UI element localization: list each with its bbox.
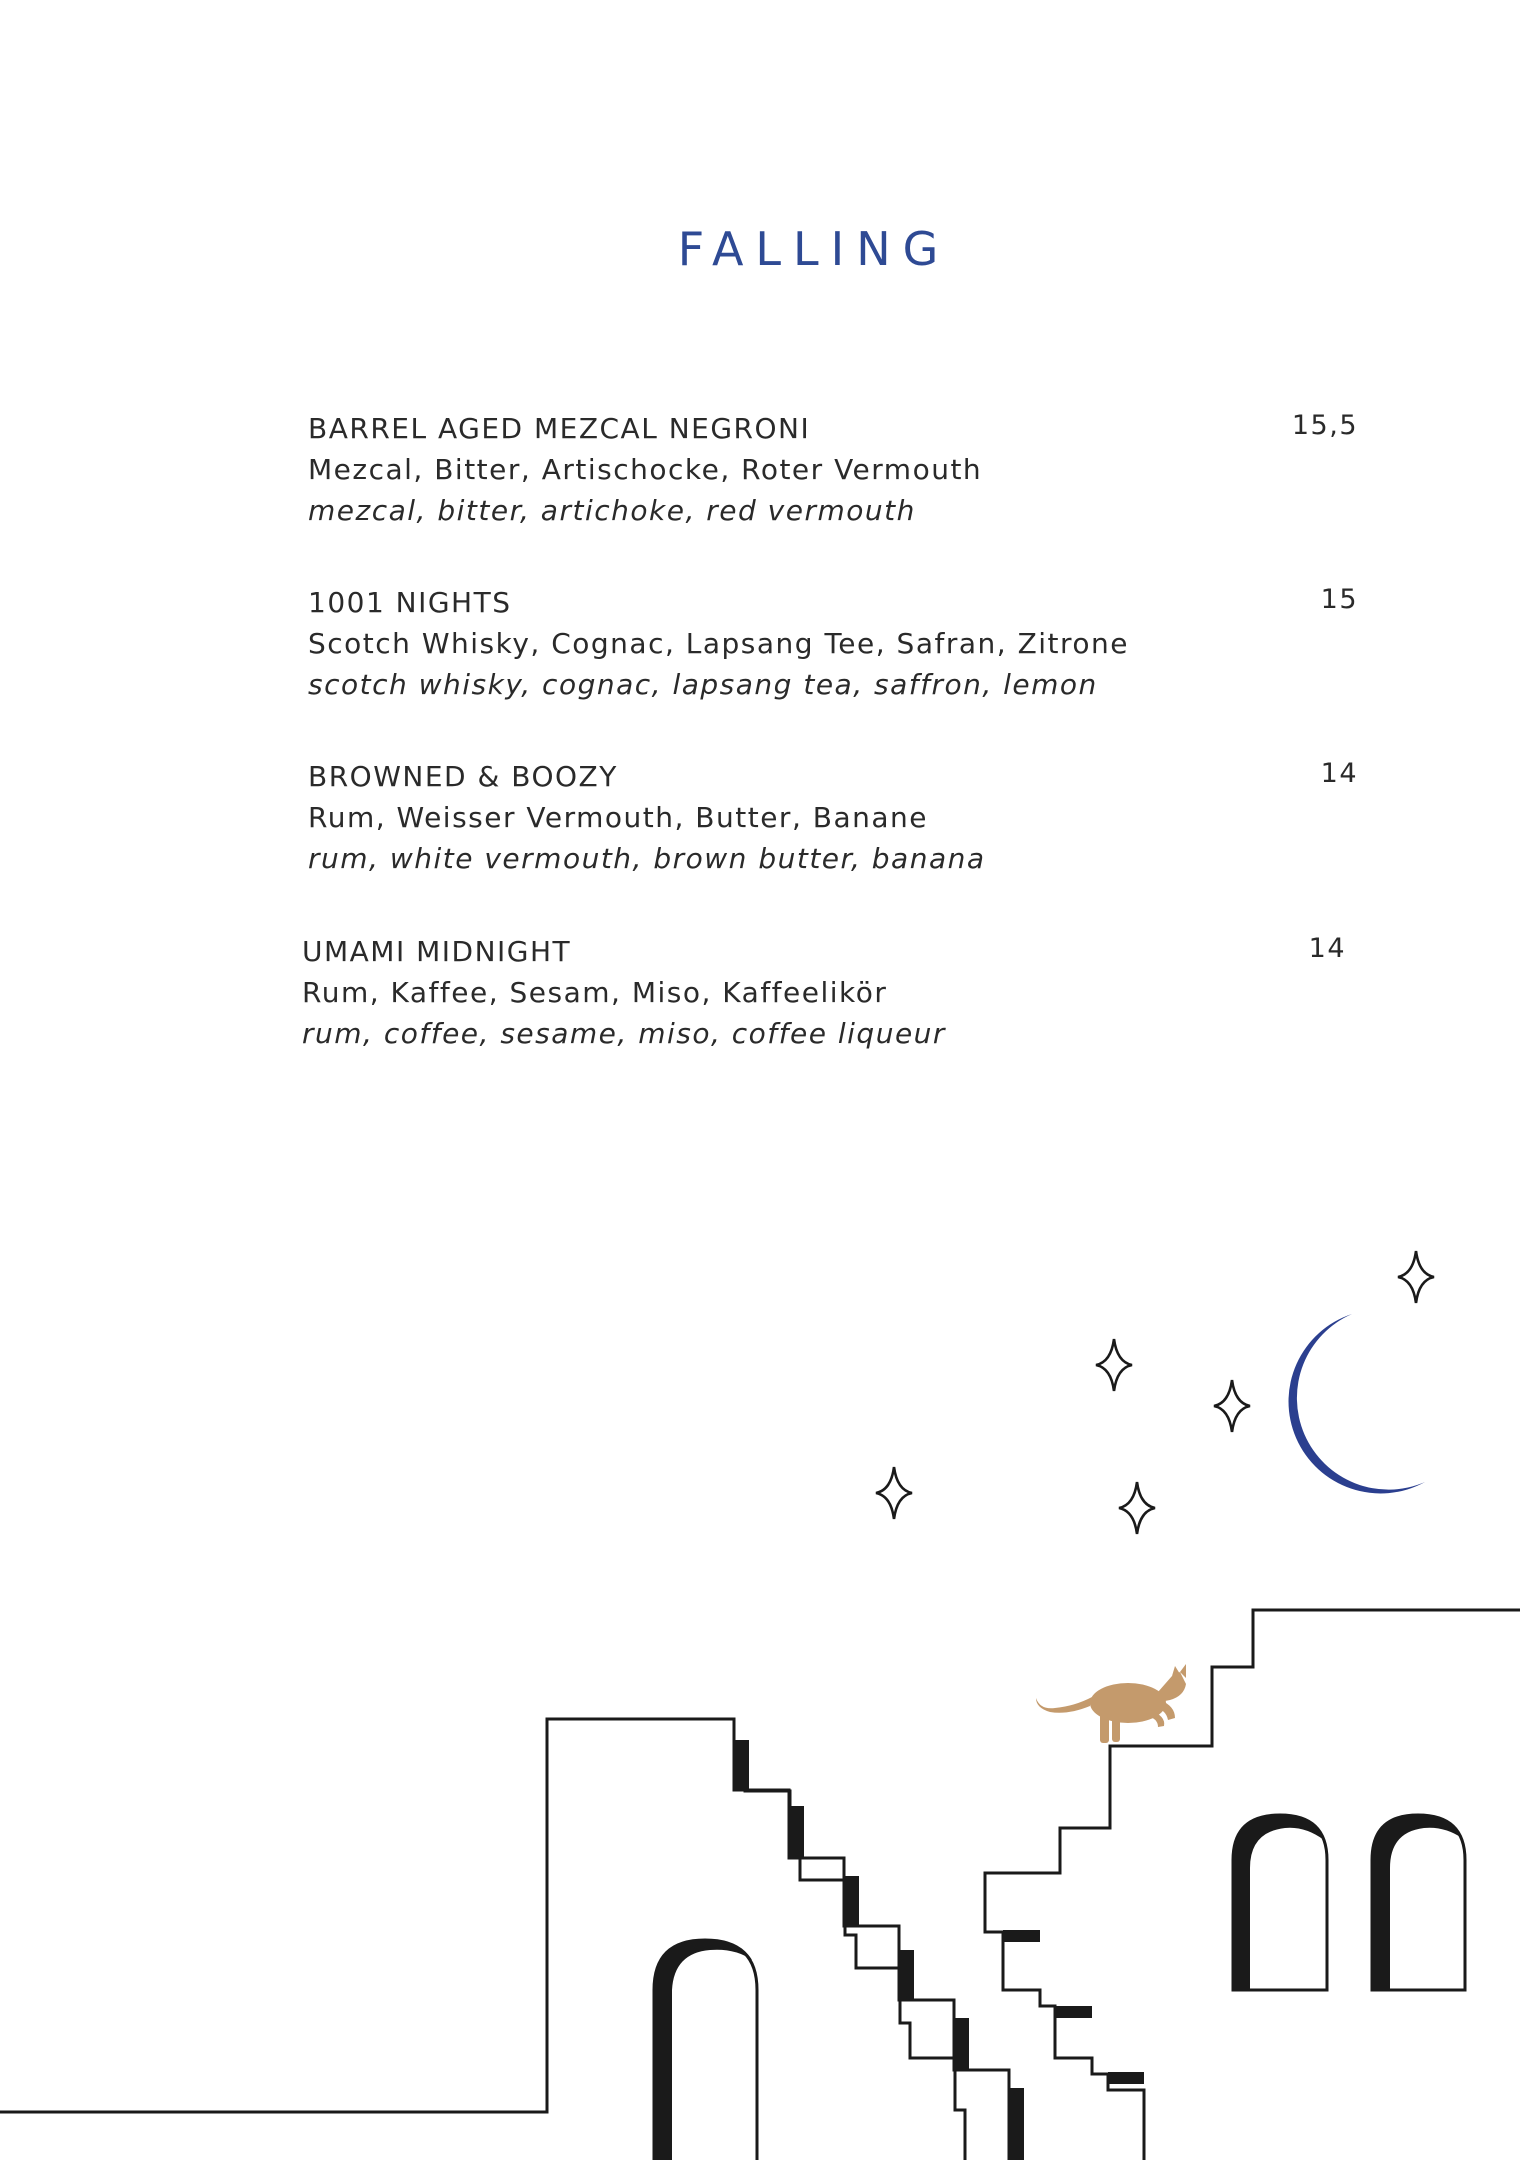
ingredients-german: Rum, Kaffee, Sesam, Miso, Kaffeelikör <box>302 976 888 1009</box>
drink-name: UMAMI MIDNIGHT <box>302 935 572 968</box>
moon-icon <box>1289 1314 1425 1493</box>
menu-item <box>308 582 1358 705</box>
rooftop-illustration <box>0 1200 1520 2160</box>
stair-outline-left <box>734 1719 1009 2160</box>
drink-price: 15 <box>1320 584 1358 615</box>
drink-price: 14 <box>1320 758 1358 789</box>
star-icon <box>1214 1380 1250 1432</box>
stair-shadows-right <box>1003 1930 1144 2084</box>
stair-shadows-left <box>734 1740 1024 2160</box>
menu-item <box>308 756 1358 879</box>
star-icon <box>1119 1482 1155 1534</box>
ingredients-english: mezcal, bitter, artichoke, red vermouth <box>308 494 916 527</box>
drink-name: BROWNED & BOOZY <box>308 760 618 793</box>
ingredients-german: Scotch Whisky, Cognac, Lapsang Tee, Safran, Zitrone <box>308 627 1130 660</box>
ingredients-german: Mezcal, Bitter, Artischocke, Roter Vermouth <box>308 453 983 486</box>
ingredients-english: rum, white vermouth, brown butter, banana <box>308 842 986 875</box>
ingredients-english: rum, coffee, sesame, miso, coffee liqueur <box>302 1017 946 1050</box>
menu-title: FALLING <box>677 222 951 276</box>
drink-price: 15,5 <box>1291 410 1358 441</box>
ingredients-english: scotch whisky, cognac, lapsang tea, saffron, lemon <box>308 668 1098 701</box>
star-icon <box>876 1467 912 1519</box>
arched-door-shadow <box>654 1940 752 2160</box>
ingredients-german: Rum, Weisser Vermouth, Butter, Banane <box>308 801 928 834</box>
right-building <box>985 1610 1520 2160</box>
cat-icon <box>1036 1664 1186 1743</box>
drink-name: BARREL AGED MEZCAL NEGRONI <box>308 412 811 445</box>
arched-window-shadow <box>1372 1815 1462 1990</box>
star-icon <box>1398 1251 1434 1303</box>
drink-name: 1001 NIGHTS <box>308 586 512 619</box>
menu-item <box>308 408 1358 531</box>
star-icon <box>1096 1339 1132 1391</box>
ground-line <box>0 1719 965 2160</box>
menu-item <box>302 931 1346 1054</box>
arched-window-shadow <box>1233 1815 1324 1990</box>
drink-price: 14 <box>1308 933 1346 964</box>
